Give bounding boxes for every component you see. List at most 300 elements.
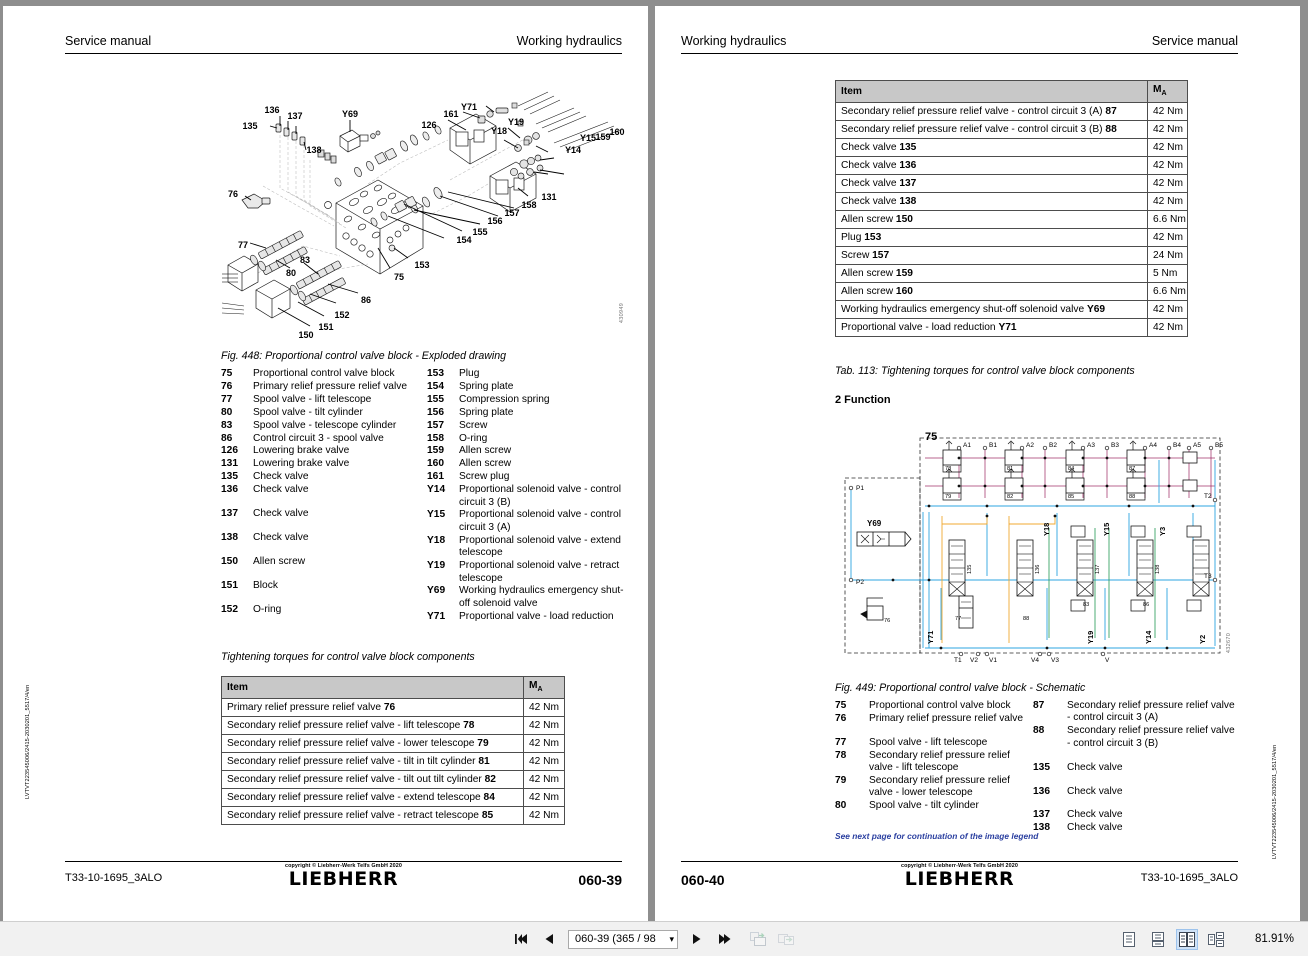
- svg-text:Y14: Y14: [564, 145, 582, 155]
- legend-key: 137: [1033, 809, 1050, 821]
- cell-item: Check valve 135: [836, 139, 1148, 157]
- legend-row: [835, 775, 1033, 800]
- legend-row: [835, 700, 1033, 712]
- legend-text: Lowering brake valve: [253, 445, 350, 457]
- cell-torque: 42 Nm: [1148, 229, 1188, 247]
- legend-key: 154: [427, 380, 444, 392]
- legend-key: Y18: [427, 534, 446, 546]
- previous-page-icon: [544, 933, 555, 945]
- svg-text:159: 159: [595, 132, 611, 142]
- page-transition-button[interactable]: [749, 930, 768, 949]
- footer-doc-id-right: T33-10-1695_3ALO: [1140, 872, 1238, 884]
- cell-item: Secondary relief pressure relief valve - control circuit 3 (A) 87: [836, 103, 1148, 121]
- table-row: [836, 175, 1188, 193]
- svg-text:83: 83: [299, 255, 311, 265]
- legend-key: 153: [427, 368, 444, 379]
- legend-text: Compression spring: [459, 393, 550, 405]
- torque-table-left: [221, 676, 565, 825]
- page-side-id-left: LVTVT223545006/2415-2030201_5517/4/en: [25, 684, 31, 799]
- legend-key: 86: [221, 432, 233, 444]
- svg-text:88: 88: [1129, 494, 1136, 500]
- legend-spacer: [221, 545, 427, 556]
- column-header-item: Item: [222, 677, 524, 699]
- table-header-row: [222, 677, 565, 699]
- svg-text:B1: B1: [989, 442, 997, 449]
- svg-text:86: 86: [1143, 602, 1150, 608]
- footer-logo-right: LIEBHERR: [904, 868, 1015, 890]
- legend-text: Proportional solenoid valve - control circuit 3 (A): [459, 509, 621, 533]
- exploded-drawing-figure: [218, 88, 638, 343]
- cell-torque: 42 Nm: [1148, 301, 1188, 319]
- two-page-view-button[interactable]: [1176, 929, 1198, 950]
- page-number-value: 060-39 (365 / 98: [575, 933, 656, 945]
- legend-key: 155: [427, 393, 444, 405]
- svg-text:135: 135: [967, 564, 973, 574]
- footer-page-number-left: 060-39: [578, 872, 622, 888]
- svg-text:137: 137: [1095, 564, 1101, 574]
- legend-key: 151: [221, 579, 238, 591]
- footer-brand-block-left: [285, 863, 402, 889]
- cell-torque: 42 Nm: [1148, 139, 1188, 157]
- legend-key: 136: [221, 484, 238, 496]
- svg-text:A2: A2: [1026, 442, 1034, 449]
- legend-row: [427, 484, 633, 509]
- legend-text: Spool valve - tilt cylinder: [253, 406, 363, 418]
- svg-text:84: 84: [1068, 466, 1075, 472]
- legend-key: 80: [835, 800, 847, 812]
- svg-text:161: 161: [443, 109, 459, 119]
- legend-spacer: [1033, 775, 1235, 786]
- page-footer-right: [681, 861, 1238, 891]
- legend-text: Proportional valve - load reduction: [459, 610, 614, 622]
- svg-text:V1: V1: [989, 657, 997, 664]
- single-page-view-icon: [1122, 932, 1136, 947]
- svg-text:136: 136: [1035, 564, 1041, 574]
- svg-text:T2: T2: [1204, 493, 1212, 500]
- legend-key: 157: [427, 419, 444, 431]
- cell-item: Secondary relief pressure relief valve - tilt in tilt cylinder 81: [222, 753, 524, 771]
- document-page-left[interactable]: [3, 6, 648, 921]
- legend-spacer: [221, 593, 427, 604]
- legend-key: 160: [427, 458, 444, 470]
- cell-item: Primary relief pressure relief valve 76: [222, 699, 524, 717]
- table-row: [222, 789, 565, 807]
- legend-row: [1033, 700, 1235, 725]
- legend-text: Proportional solenoid valve - control circuit 3 (B): [459, 484, 621, 508]
- legend-key: 83: [221, 419, 233, 431]
- cell-item: Secondary relief pressure relief valve - lift telescope 78: [222, 717, 524, 735]
- viewer-toolbar: [0, 921, 1308, 956]
- legend-key: 78: [835, 749, 847, 761]
- legend-row: [221, 445, 427, 457]
- book-view-button[interactable]: [1205, 929, 1227, 950]
- cell-torque: 42 Nm: [1148, 319, 1188, 337]
- svg-text:136: 136: [264, 105, 280, 115]
- footer-copyright-right: copyright © Liebherr-Werk Telfs GmbH 2020: [901, 863, 1018, 869]
- legend-text: Proportional control valve block: [869, 700, 1011, 711]
- page-swap-icon: [778, 932, 795, 947]
- cell-item: Plug 153: [836, 229, 1148, 247]
- legend-spacer: [1033, 751, 1235, 762]
- legend-text: Allen screw: [253, 555, 306, 567]
- legend-row: [221, 420, 427, 432]
- running-header-left: [65, 34, 622, 54]
- legend-text: Proportional control valve block: [253, 368, 395, 379]
- legend-text: Secondary relief pressure relief valve - control circuit 3 (B): [1067, 725, 1235, 749]
- toolbar-navigation-group: [512, 930, 796, 949]
- cell-item: Working hydraulics emergency shut-off solenoid valve Y69: [836, 301, 1148, 319]
- legend-text: O-ring: [253, 603, 282, 615]
- figure-caption-448: Fig. 448: Proportional control valve block - Exploded drawing: [221, 350, 507, 362]
- svg-text:T3: T3: [1204, 573, 1212, 580]
- legend-text: Screw: [459, 419, 488, 431]
- legend-row: [1033, 786, 1235, 798]
- table-row: [836, 265, 1188, 283]
- legend-text: Spool valve - telescope cylinder: [253, 419, 397, 431]
- cell-item: Secondary relief pressure relief valve - tilt out tilt cylinder 82: [222, 771, 524, 789]
- chevron-down-icon[interactable]: ▾: [669, 933, 674, 944]
- svg-text:Y69: Y69: [341, 109, 359, 119]
- svg-text:A3: A3: [1087, 442, 1095, 449]
- legend-row: [1033, 822, 1235, 834]
- page-swap-button[interactable]: [777, 930, 796, 949]
- legend-row: [1033, 762, 1235, 774]
- svg-text:156: 156: [487, 216, 503, 226]
- legend-row: [221, 407, 427, 419]
- cell-torque: 42 Nm: [1148, 193, 1188, 211]
- schematic-figure: [837, 428, 1237, 676]
- footer-brand-block-right: [901, 863, 1018, 889]
- svg-text:B2: B2: [1049, 442, 1057, 449]
- legend-text: Allen screw: [459, 445, 512, 457]
- svg-text:Y19: Y19: [507, 117, 525, 127]
- legend-text: Check valve: [253, 531, 309, 543]
- next-page-icon: [691, 933, 702, 945]
- svg-text:Y2: Y2: [1198, 634, 1207, 644]
- svg-text:Y69: Y69: [867, 519, 882, 528]
- legend-key: 138: [221, 531, 238, 543]
- legend-text: Working hydraulics emergency shut-off solenoid valve: [459, 585, 624, 609]
- legend-column-right-r: [1033, 700, 1235, 835]
- legend-row: [427, 420, 633, 432]
- table-caption-113: Tab. 113: Tightening torques for control valve block components: [835, 365, 1135, 377]
- table-row: [836, 121, 1188, 139]
- cell-torque: 6.6 Nm: [1148, 283, 1188, 301]
- legend-row: [835, 737, 1033, 749]
- table-row: [836, 139, 1188, 157]
- legend-row: [427, 535, 633, 560]
- svg-text:158: 158: [521, 200, 537, 210]
- svg-text:154: 154: [456, 235, 472, 245]
- cell-torque: 42 Nm: [1148, 157, 1188, 175]
- legend-column-left: [221, 368, 427, 624]
- svg-text:Y71: Y71: [926, 630, 935, 644]
- legend-key: 138: [1033, 822, 1050, 834]
- svg-text:160: 160: [609, 127, 625, 137]
- legend-row: [427, 433, 633, 445]
- legend-text: Secondary relief pressure relief valve - lift telescope: [869, 749, 1010, 774]
- svg-text:76: 76: [884, 618, 891, 624]
- svg-text:Y18: Y18: [490, 126, 508, 136]
- svg-text:76: 76: [227, 189, 239, 199]
- cell-torque: 42 Nm: [1148, 103, 1188, 121]
- svg-text:131: 131: [541, 192, 557, 202]
- svg-text:126: 126: [421, 120, 437, 130]
- legend-key: 76: [835, 712, 847, 724]
- zoom-level-label[interactable]: 81.91%: [1254, 933, 1294, 945]
- table-row: [836, 193, 1188, 211]
- table-row: [836, 211, 1188, 229]
- svg-text:75: 75: [393, 272, 405, 282]
- legend-row: [221, 381, 427, 393]
- legend-continuation-note[interactable]: See next page for continuation of the image legend: [835, 831, 1039, 841]
- running-header-left-text: Service manual: [65, 34, 152, 48]
- table-header-row-right: [836, 81, 1188, 103]
- table-row: [222, 699, 565, 717]
- legend-row: [221, 368, 427, 380]
- svg-text:P1: P1: [856, 485, 864, 492]
- legend-spacer: [221, 569, 427, 580]
- cell-item: Check valve 136: [836, 157, 1148, 175]
- legend-key: 150: [221, 555, 238, 567]
- legend-text: Secondary relief pressure relief valve - control circuit 3 (A): [1067, 700, 1235, 724]
- single-page-view-button[interactable]: [1118, 929, 1140, 950]
- footer-copyright-left: copyright © Liebherr-Werk Telfs GmbH 2020: [285, 863, 402, 869]
- column-header-item-right: Item: [836, 81, 1148, 103]
- svg-text:138: 138: [306, 145, 322, 155]
- last-page-button[interactable]: [715, 930, 734, 949]
- toolbar-view-group: [1118, 929, 1294, 950]
- cell-torque: 42 Nm: [1148, 121, 1188, 139]
- svg-text:Y15: Y15: [1102, 522, 1111, 536]
- legend-key: 79: [835, 775, 847, 787]
- svg-text:A5: A5: [1193, 442, 1201, 449]
- legend-row: [427, 458, 633, 470]
- book-view-icon: [1208, 932, 1224, 947]
- svg-text:A1: A1: [963, 442, 971, 449]
- table-row: [836, 301, 1188, 319]
- svg-text:81: 81: [1007, 466, 1014, 472]
- svg-text:157: 157: [504, 208, 520, 218]
- legend-row: [221, 580, 427, 592]
- svg-text:T1: T1: [954, 657, 962, 664]
- legend-key: 87: [1033, 700, 1045, 711]
- svg-text:88: 88: [1023, 616, 1030, 622]
- cell-torque: 42 Nm: [524, 807, 565, 825]
- legend-row: [221, 508, 427, 520]
- legend-row: [221, 471, 427, 483]
- legend-row: [427, 509, 633, 534]
- table-row: [222, 753, 565, 771]
- table-row: [836, 229, 1188, 247]
- legend-text: Check valve: [1067, 761, 1123, 773]
- table-row: [222, 735, 565, 753]
- cell-torque: 5 Nm: [1148, 265, 1188, 283]
- legend-key: Y15: [427, 509, 446, 521]
- svg-text:B4: B4: [1173, 442, 1181, 449]
- figure-legend-449: [835, 700, 1235, 835]
- legend-row: [1033, 725, 1235, 750]
- legend-key: 135: [1033, 761, 1050, 773]
- legend-row: [427, 471, 633, 483]
- svg-text:85: 85: [1068, 494, 1075, 500]
- legend-text: Secondary relief pressure relief valve - lower telescope: [869, 775, 1010, 799]
- cell-item: Check valve 137: [836, 175, 1148, 193]
- figure-image-number: 430949: [619, 302, 626, 324]
- cell-torque: 42 Nm: [524, 789, 565, 807]
- running-header-left-text-r: Working hydraulics: [681, 34, 787, 48]
- legend-text: Check valve: [253, 484, 309, 496]
- running-header-right-text: Working hydraulics: [516, 34, 622, 48]
- svg-text:77: 77: [237, 240, 249, 250]
- svg-text:Y14: Y14: [1144, 630, 1153, 644]
- legend-text: Block: [253, 579, 278, 591]
- page-side-id-right: LVTVT223545006/2415-2030201_5517/4/en: [1272, 744, 1278, 859]
- svg-text:151: 151: [318, 322, 334, 332]
- footer-logo-left: LIEBHERR: [288, 868, 399, 890]
- cell-torque: 42 Nm: [524, 771, 565, 789]
- legend-text: Proportional solenoid valve - retract telescope: [459, 560, 620, 584]
- legend-row: [221, 394, 427, 406]
- table-title-left: Tightening torques for control valve block components: [221, 651, 475, 663]
- legend-text: Check valve: [253, 508, 309, 520]
- legend-row: [221, 556, 427, 568]
- legend-key: 76: [221, 380, 233, 392]
- svg-text:V3: V3: [1051, 657, 1059, 664]
- legend-row: [427, 585, 633, 610]
- legend-row: [427, 368, 633, 380]
- legend-key: Y71: [427, 610, 446, 622]
- last-page-icon: [718, 933, 732, 945]
- svg-text:V2: V2: [970, 657, 978, 664]
- legend-key: 152: [221, 603, 238, 615]
- legend-text: Allen screw: [459, 458, 512, 470]
- legend-row: [835, 750, 1033, 775]
- svg-text:B5: B5: [1215, 442, 1223, 449]
- cell-torque: 42 Nm: [524, 717, 565, 735]
- svg-text:87: 87: [1129, 466, 1136, 472]
- legend-key: 156: [427, 406, 444, 418]
- legend-row: [835, 713, 1033, 725]
- cell-torque: 24 Nm: [1148, 247, 1188, 265]
- cell-torque: 42 Nm: [524, 735, 565, 753]
- legend-key: 158: [427, 432, 444, 444]
- legend-row: [221, 532, 427, 544]
- table-row: [836, 319, 1188, 337]
- legend-key: 126: [221, 445, 238, 457]
- cell-item: Secondary relief pressure relief valve - lower telescope 79: [222, 735, 524, 753]
- legend-row: [427, 407, 633, 419]
- first-page-icon: [515, 933, 528, 945]
- page-number-field[interactable]: [568, 930, 678, 949]
- legend-column-right: [427, 368, 633, 624]
- running-header-right-text-r: Service manual: [1151, 34, 1238, 48]
- table-row: [222, 717, 565, 735]
- table-row: [836, 157, 1188, 175]
- legend-key: 136: [1033, 785, 1050, 797]
- svg-text:B3: B3: [1111, 442, 1119, 449]
- svg-text:75: 75: [925, 431, 938, 443]
- document-page-right[interactable]: [655, 6, 1300, 921]
- previous-page-button[interactable]: [540, 930, 559, 949]
- svg-text:78: 78: [945, 466, 952, 472]
- legend-spacer: [1033, 798, 1235, 809]
- legend-row: [427, 381, 633, 393]
- continuous-scroll-view-button[interactable]: [1147, 929, 1169, 950]
- legend-text: Control circuit 3 - spool valve: [253, 432, 384, 444]
- svg-text:82: 82: [1007, 494, 1014, 500]
- legend-text: Primary relief pressure relief valve: [253, 380, 407, 392]
- legend-text: O-ring: [459, 432, 488, 444]
- legend-text: Check valve: [253, 471, 309, 483]
- legend-spacer: [221, 521, 427, 532]
- legend-spacer: [835, 726, 1033, 737]
- svg-text:Y3: Y3: [1158, 526, 1167, 536]
- svg-text:153: 153: [414, 260, 430, 270]
- legend-text: Check valve: [1067, 809, 1123, 821]
- cell-item: Screw 157: [836, 247, 1148, 265]
- svg-text:A4: A4: [1149, 442, 1157, 449]
- legend-row: [427, 560, 633, 585]
- legend-row: [221, 604, 427, 616]
- legend-row: [221, 484, 427, 496]
- figure-legend-448: [221, 368, 633, 624]
- continuous-scroll-view-icon: [1151, 932, 1165, 947]
- svg-text:137: 137: [287, 111, 303, 121]
- legend-key: 75: [835, 700, 847, 711]
- svg-text:80: 80: [285, 268, 297, 278]
- legend-text: Plug: [459, 368, 480, 379]
- legend-row: [427, 445, 633, 457]
- legend-text: Spring plate: [459, 406, 514, 418]
- svg-text:V: V: [1105, 657, 1110, 664]
- legend-key: Y14: [427, 484, 446, 496]
- legend-text: Proportional solenoid valve - extend telescope: [459, 534, 621, 559]
- cell-item: Allen screw 150: [836, 211, 1148, 229]
- svg-text:Y18: Y18: [1042, 522, 1051, 536]
- legend-text: Spring plate: [459, 380, 514, 392]
- legend-key: 77: [835, 736, 847, 748]
- cell-item: Allen screw 160: [836, 283, 1148, 301]
- legend-key: 131: [221, 458, 238, 470]
- legend-row: [835, 800, 1033, 812]
- svg-text:155: 155: [472, 227, 488, 237]
- legend-row: [221, 433, 427, 445]
- legend-row: [427, 611, 633, 623]
- cell-torque: 42 Nm: [524, 699, 565, 717]
- schematic-image-number: 432670: [1226, 632, 1233, 654]
- legend-text: Primary relief pressure relief valve: [869, 712, 1023, 724]
- cell-item: Secondary relief pressure relief valve - control circuit 3 (B) 88: [836, 121, 1148, 139]
- footer-page-number-right: 060-40: [681, 872, 725, 888]
- legend-key: 77: [221, 393, 233, 405]
- legend-text: Lowering brake valve: [253, 458, 350, 470]
- legend-key: 80: [221, 406, 233, 418]
- svg-text:138: 138: [1155, 564, 1161, 574]
- next-page-button[interactable]: [687, 930, 706, 949]
- cell-torque: 42 Nm: [1148, 175, 1188, 193]
- page-transition-icon: [750, 932, 767, 947]
- legend-text: Spool valve - lift telescope: [253, 393, 372, 405]
- first-page-button[interactable]: [512, 930, 531, 949]
- cell-item: Proportional valve - load reduction Y71: [836, 319, 1148, 337]
- table-row: [836, 247, 1188, 265]
- cell-torque: 6.6 Nm: [1148, 211, 1188, 229]
- svg-text:135: 135: [242, 121, 258, 131]
- legend-key: Y19: [427, 560, 446, 572]
- figure-caption-449: Fig. 449: Proportional control valve block - Schematic: [835, 682, 1086, 694]
- legend-text: Check valve: [1067, 822, 1123, 834]
